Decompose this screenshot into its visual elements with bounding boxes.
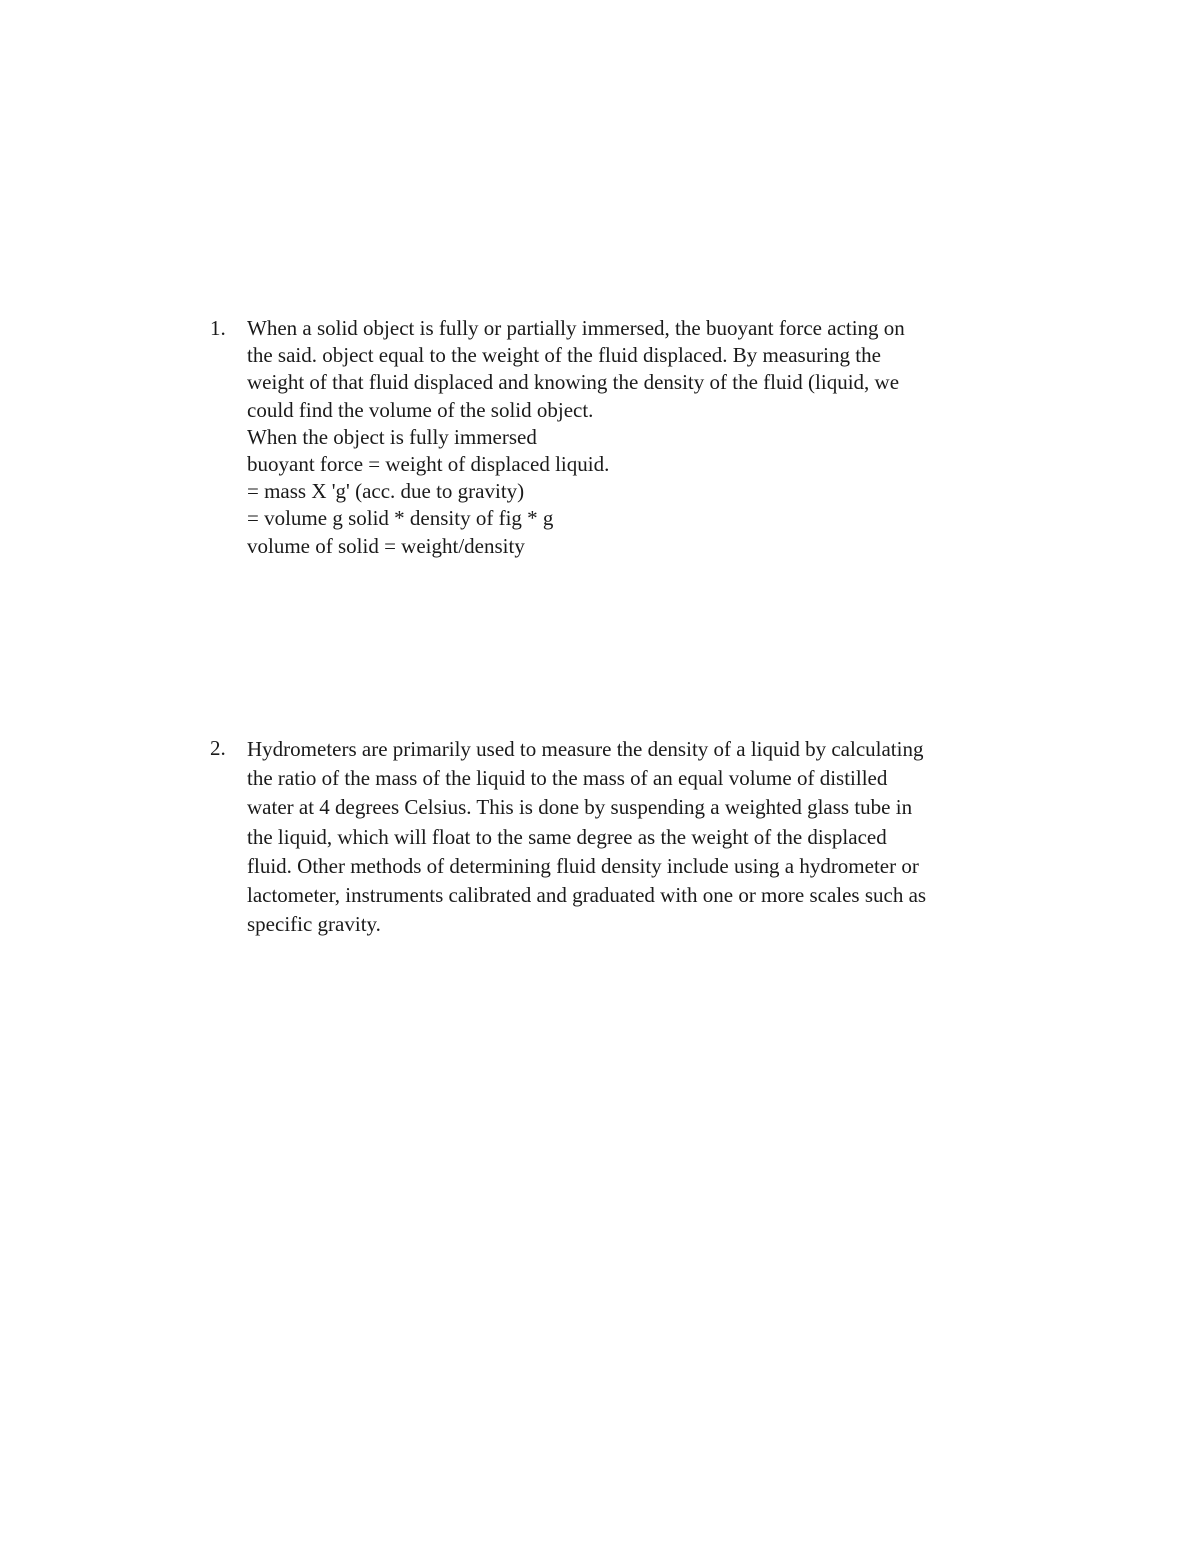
- list-item-number: 1.: [210, 316, 226, 340]
- text-line: the liquid, which will float to the same degree as the weight of the displaced: [247, 824, 887, 849]
- text-line: weight of that fluid displaced and knowing the density of the fluid (liquid, we: [247, 370, 900, 395]
- text-line: the ratio of the mass of the liquid to the mass of an equal volume of distilled: [247, 766, 888, 791]
- text-line: water at 4 degrees Celsius. This is done by suspending a weighted glass tube in: [247, 795, 913, 820]
- formula-line: buoyant force = weight of displaced liquid.: [247, 452, 610, 477]
- text-line: When the object is fully immersed: [247, 424, 537, 449]
- list-item-text: [247, 735, 1027, 939]
- text-line: could find the volume of the solid object.: [247, 397, 594, 422]
- formula-line: volume of solid = weight/density: [247, 533, 525, 558]
- formula-line: = mass X 'g' (acc. due to gravity): [247, 479, 525, 504]
- text-line: When a solid object is fully or partially immersed, the buoyant force acting on: [247, 316, 905, 340]
- text-line: fluid. Other methods of determining fluid density include using a hydrometer or: [247, 853, 919, 878]
- text-line: lactometer, instruments calibrated and graduated with one or more scales such as: [247, 883, 927, 908]
- formula-line: = volume g solid * density of fig * g: [247, 506, 554, 531]
- text-line: specific gravity.: [247, 912, 381, 937]
- list-item-number: 2.: [210, 736, 226, 760]
- text-line: Hydrometers are primarily used to measure the density of a liquid by calculating: [247, 737, 924, 761]
- text-line: the said. object equal to the weight of the fluid displaced. By measuring the: [247, 343, 881, 368]
- list-item-text: [247, 315, 1027, 560]
